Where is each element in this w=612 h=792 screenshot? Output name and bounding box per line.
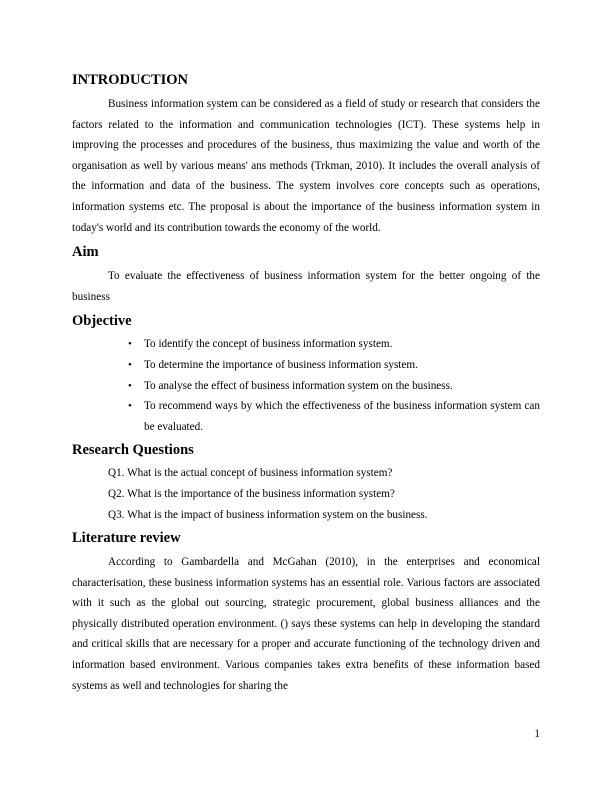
list-item [128, 376, 540, 397]
introduction-heading: INTRODUCTION [72, 72, 189, 88]
list-item [128, 396, 540, 437]
objective-heading: Objective [72, 313, 132, 330]
research-questions-heading: Research Questions [72, 442, 194, 459]
list-item-text: To determine the importance of business information system. [144, 358, 418, 371]
document-page [72, 70, 540, 696]
list-item [128, 334, 540, 355]
page-number: 1 [534, 728, 540, 740]
bullet-icon: • [128, 358, 132, 371]
research-question: Q2. What is the importance of the business information system? [108, 487, 395, 500]
literature-review-heading: Literature review [72, 530, 181, 547]
aim-heading: Aim [72, 244, 99, 261]
research-questions-list [72, 463, 540, 525]
list-item-text: To recommend ways by which the effectiveness of the business information system can be evaluated. [144, 400, 540, 433]
objective-list [72, 334, 540, 437]
aim-paragraph: To evaluate the effectiveness of business information system for the better ongoing of the business [72, 270, 540, 303]
research-question: Q1. What is the actual concept of business information system? [108, 467, 393, 480]
list-item [128, 355, 540, 376]
bullet-icon: • [128, 379, 132, 392]
list-item-text: To identify the concept of business information system. [144, 338, 393, 351]
literature-review-paragraph: According to Gambardella and McGahan (2010), in the enterprises and economical characterisation, these business information systems has an essential role. Various factors are associated with it such as the global out sourcing, strategic procurement, global business alliances and the physically distributed operation environment. () says these systems can help in developing the standard and critical skills that are necessary for a proper and accurate functioning of the technology driven and information based environment. Various companies takes extra benefits of these information based systems as well and technologies for sharing the [72, 556, 540, 692]
list-item-text: To analyse the effect of business information system on the business. [144, 379, 453, 392]
introduction-paragraph: Business information system can be considered as a field of study or research that considers the factors related to the information and communication technologies (ICT). These systems help in improving the processes and procedures of the business, thus maximizing the value and worth of the organisation as well by various means' ans methods (Trkman, 2010). It includes the overall analysis of the information and data of the business. The system involves core concepts such as operations, information systems etc. The proposal is about the importance of the business information system in today's world and its contribution towards the economy of the world. [72, 98, 540, 234]
bullet-icon: • [128, 400, 132, 413]
bullet-icon: • [128, 338, 132, 351]
research-question: Q3. What is the impact of business information system on the business. [108, 508, 428, 521]
